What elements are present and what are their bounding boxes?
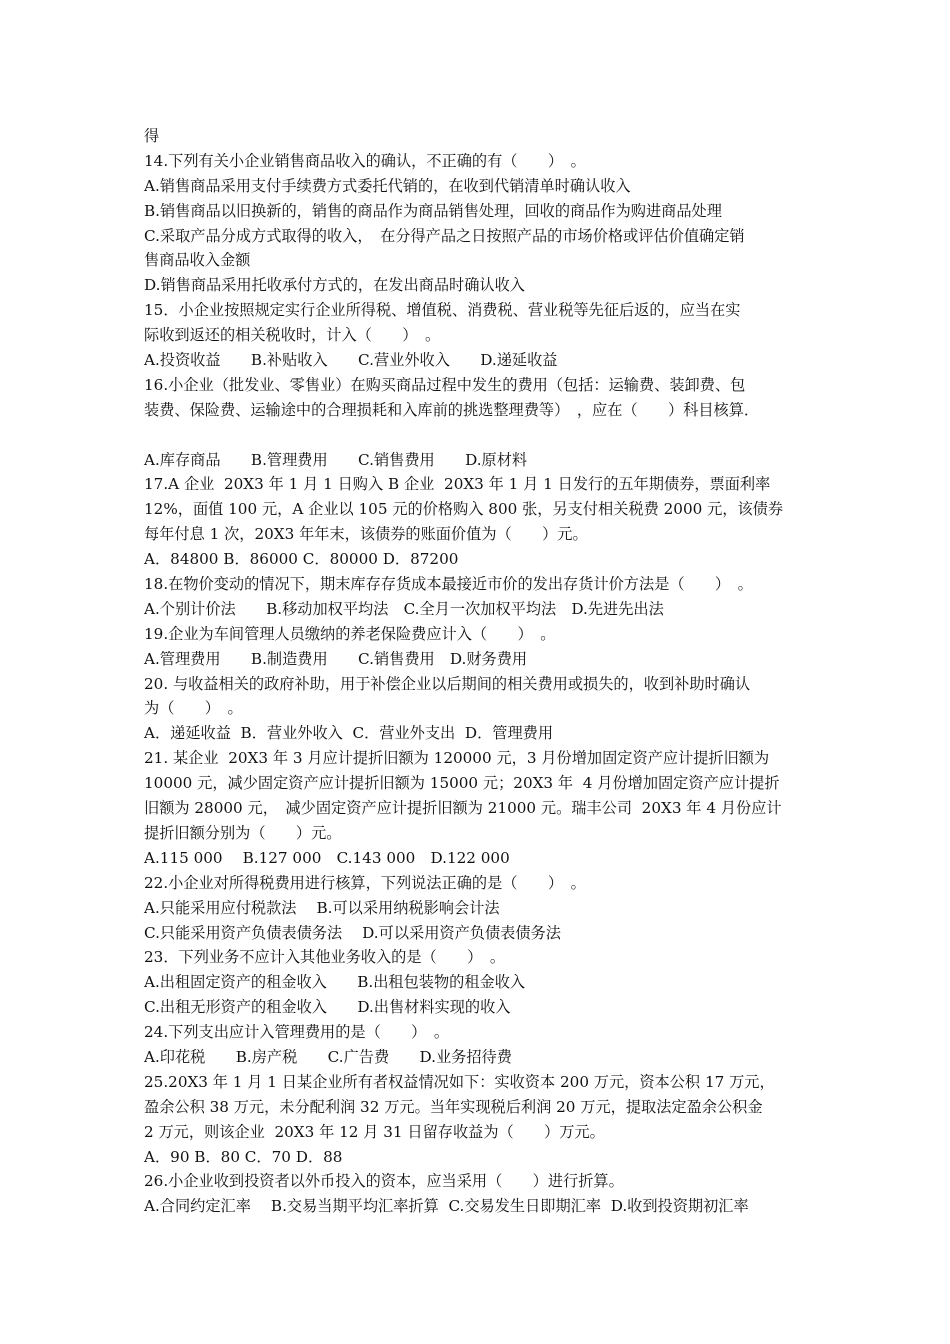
option-line: A.管理费用 B.制造费用 C.销售费用 D.财务费用 [144, 649, 528, 668]
question-line: 装费、保险费、运输途中的合理损耗和入库前的挑选整理费等） ，应在（ ）科目核算． [144, 400, 760, 419]
question-18: 18.在物价变动的情况下，期末库存存货成本最接近市价的发出存货计价方法是（ ） 。 [144, 575, 753, 594]
question-line: 旧额为 28000 元， 减少固定资产应计提折旧额为 21000 元。瑞丰公司 20X3 年 4 月份应计 [144, 799, 782, 818]
option-line: A.销售商品采用支付手续费方式委托代销的，在收到代销清单时确认收入 [144, 176, 631, 195]
question-25: 25.20X3 年 1 月 1 日某企业所有者权益情况如下：实收资本 200 万元，资本公积 17 万元， [144, 1072, 775, 1091]
blank-line [144, 423, 824, 448]
question-line: 2 万元，则该企业 20X3 年 12 月 31 日留存收益为（ ）万元。 [144, 1122, 605, 1141]
question-line: 提折旧额分别为（ ）元。 [144, 823, 342, 842]
question-line: 为（ ） 。 [144, 699, 243, 718]
question-line: 盈余公积 38 万元，未分配利润 32 万元。当年实现税后利润 20 万元，提取法定盈余公积金 [144, 1097, 763, 1116]
option-line: A．递延收益 B．营业外收入 C．营业外支出 D．管理费用 [144, 724, 554, 743]
option-line: A．90 B．80 C．70 D．88 [144, 1147, 343, 1166]
question-line: 12%，面值 100 元，A 企业以 105 元的价格购入 800 张，另支付相关税费 2000 元，该债券 [144, 500, 784, 519]
question-24: 24.下列支出应计入管理费用的是（ ） 。 [144, 1023, 450, 1042]
question-14: 14.下列有关小企业销售商品收入的确认，不正确的有（ ） 。 [144, 151, 586, 170]
option-line: A.个别计价法 B.移动加权平均法 C.全月一次加权平均法 D.先进先出法 [144, 599, 664, 618]
option-line: A.只能采用应付税款法 B.可以采用纳税影响会计法 [144, 898, 500, 917]
question-line: 10000 元，减少固定资产应计提折旧额为 15000 元；20X3 年 4 月份增加固定资产应计提折 [144, 774, 780, 793]
option-line: D.销售商品采用托收承付方式的，在发出商品时确认收入 [144, 276, 525, 295]
option-line: C.采取产品分成方式取得的收入， 在分得产品之日按照产品的市场价格或评估价值确定销 [144, 226, 745, 245]
question-17: 17.A 企业 20X3 年 1 月 1 日购入 B 企业 20X3 年 1 月 1 日发行的五年期债券，票面利率 [144, 475, 771, 494]
question-20: 20. 与收益相关的政府补助，用于补偿企业以后期间的相关费用或损失的，收到补助时确认 [144, 674, 751, 693]
option-line: A.115 000 B.127 000 C.143 000 D.122 000 [144, 848, 510, 867]
document-page [144, 124, 824, 1219]
question-23: 23．下列业务不应计入其他业务收入的是（ ） 。 [144, 948, 506, 967]
option-line: A.投资收益 B.补贴收入 C.营业外收入 D.递延收益 [144, 351, 558, 370]
question-line: 每年付息 1 次，20X3 年年末，该债券的账面价值为（ ）元。 [144, 525, 588, 544]
option-line: C.出租无形资产的租金收入 D.出售材料实现的收入 [144, 998, 511, 1017]
option-line: C.只能采用资产负债表债务法 D.可以采用资产负债表债务法 [144, 923, 561, 942]
text-line: 得 [144, 127, 160, 145]
option-line: A.出租固定资产的租金收入 B.出租包装物的租金收入 [144, 973, 526, 992]
question-21: 21. 某企业 20X3 年 3 月应计提折旧额为 120000 元，3 月份增加固定资产应计提折旧额为 [144, 749, 770, 768]
option-line: 售商品收入金额 [144, 251, 251, 270]
question-22: 22.小企业对所得税费用进行核算，下列说法正确的是（ ） 。 [144, 873, 586, 892]
question-26: 26.小企业收到投资者以外币投入的资本，应当采用（ ）进行折算。 [144, 1172, 624, 1191]
option-line: A.库存商品 B.管理费用 C.销售费用 D.原材料 [144, 450, 528, 469]
question-16: 16.小企业（批发业、零售业）在购买商品过程中发生的费用（包括：运输费、装卸费、包 [144, 375, 746, 394]
option-line: A．84800 B．86000 C．80000 D．87200 [144, 550, 459, 569]
option-line: B.销售商品以旧换新的，销售的商品作为商品销售处理，回收的商品作为购进商品处理 [144, 201, 722, 220]
question-line: 际收到返还的相关税收时，计入（ ） 。 [144, 326, 441, 345]
question-19: 19.企业为车间管理人员缴纳的养老保险费应计入（ ） 。 [144, 624, 556, 643]
option-line: A.合同约定汇率 B.交易当期平均汇率折算 C.交易发生日即期汇率 D.收到投资期初汇率 [144, 1197, 749, 1216]
question-15: 15．小企业按照规定实行企业所得税、增值税、消费税、营业税等先征后返的，应当在实 [144, 301, 741, 320]
option-line: A.印花税 B.房产税 C.广告费 D.业务招待费 [144, 1047, 512, 1066]
